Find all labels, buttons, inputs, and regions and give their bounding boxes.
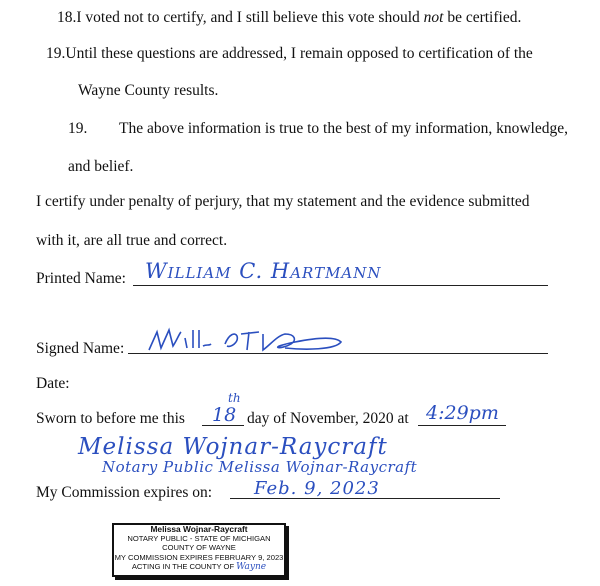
- paragraph-19b-number: 19.: [68, 120, 88, 137]
- stamp-line2: NOTARY PUBLIC - STATE OF MICHIGAN: [127, 534, 271, 544]
- stamp-name: Melissa Wojnar-Raycraft: [150, 524, 248, 534]
- printed-name-rule: [133, 285, 548, 286]
- sworn-day-suffix: th: [228, 391, 241, 405]
- paragraph-19b-line2: and belief.: [68, 158, 134, 175]
- stamp-line4: MY COMMISSION EXPIRES FEBRUARY 9, 2023: [114, 552, 284, 562]
- commission-label: My Commission expires on:: [36, 484, 213, 501]
- paragraph-19b-line1: The above information is true to the best of my information, knowledge,: [119, 120, 568, 137]
- date-label: Date:: [36, 375, 70, 392]
- sworn-middle: day of November, 2020 at: [247, 410, 409, 427]
- certify-line2: with it, are all true and correct.: [36, 232, 228, 249]
- printed-name-value: William C. Hartmann: [145, 259, 382, 283]
- stamp-line5: [114, 562, 284, 572]
- paragraph-19a-line2: Wayne County results.: [78, 82, 219, 99]
- paragraph-18: [57, 8, 521, 28]
- paragraph-19a-line1: 19.Until these questions are addressed, I remain opposed to certification of the: [46, 45, 533, 62]
- sworn-day: 18: [212, 404, 237, 426]
- signed-name-label: Signed Name:: [36, 340, 125, 357]
- paragraph-18-text: 18.I voted not to certify, and I still believe this vote should: [57, 9, 420, 26]
- sworn-time: 4:29pm: [426, 402, 499, 424]
- paragraph-18-end: be certified.: [447, 9, 522, 26]
- stamp-acting-text: ACTING IN THE COUNTY OF: [131, 561, 235, 571]
- commission-date: Feb. 9, 2023: [254, 478, 380, 499]
- notary-signature: Melissa Wojnar-Raycraft: [78, 434, 388, 460]
- sworn-time-rule: [418, 425, 506, 426]
- stamp-county-handwritten: Wayne: [236, 561, 267, 572]
- printed-name-label: Printed Name:: [36, 270, 126, 287]
- sworn-prefix: Sworn to before me this: [36, 410, 185, 427]
- signature-image: [145, 324, 345, 360]
- notary-stamp: [112, 523, 286, 577]
- certify-line1: I certify under penalty of perjury, that my statement and the evidence submitted: [36, 193, 530, 210]
- stamp-line3: COUNTY OF WAYNE: [162, 543, 236, 553]
- paragraph-18-emphasis: not: [423, 9, 444, 26]
- notary-printed-name: Notary Public Melissa Wojnar-Raycraft: [102, 458, 418, 476]
